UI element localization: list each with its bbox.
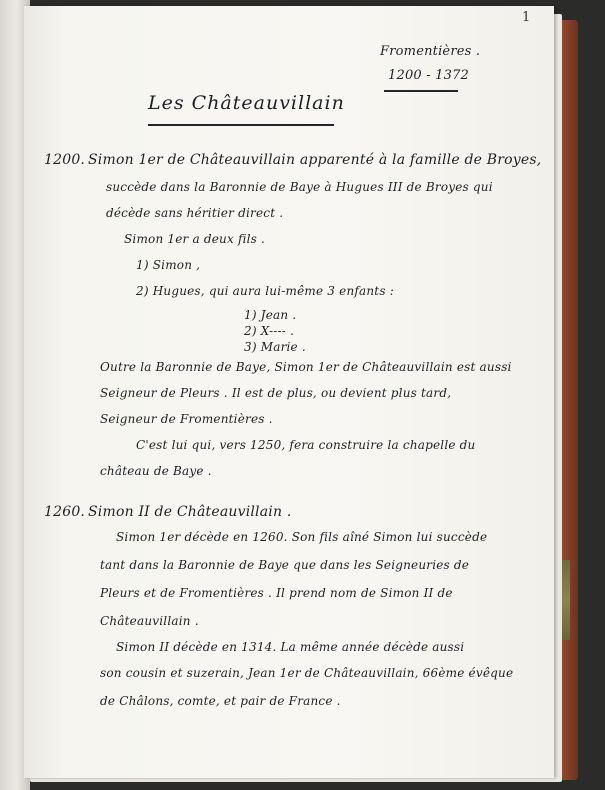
section-line: Simon II de Châteauvillain . [88, 504, 292, 520]
section-year-1260: 1260. [44, 504, 86, 520]
header-dates: 1200 - 1372 [388, 68, 470, 83]
section-line: de Châlons, comte, et pair de France . [100, 694, 341, 708]
title-underline [148, 124, 334, 126]
section-line: Simon 1er décède en 1260. Son fils aîné Simon lui succède [116, 530, 488, 544]
section-line: Outre la Baronnie de Baye, Simon 1er de Châteauvillain est aussi [100, 360, 512, 374]
sub-list-item: 1) Jean . [244, 308, 297, 322]
section-line: Simon 1er a deux fils . [124, 232, 266, 246]
section-line: Seigneur de Pleurs . Il est de plus, ou devient plus tard, [100, 386, 452, 400]
list-item: 2) Hugues, qui aura lui-même 3 enfants : [136, 284, 394, 298]
header-place: Fromentières . [380, 44, 481, 59]
section-line: Simon II décède en 1314. La même année décède aussi [116, 640, 465, 654]
page-number: 1 [522, 10, 531, 25]
dates-underline [384, 90, 458, 92]
section-line: Châteauvillain . [100, 614, 199, 628]
page-title: Les Châteauvillain [148, 92, 345, 114]
sub-list-item: 3) Marie . [244, 340, 306, 354]
section-line: C'est lui qui, vers 1250, fera construire la chapelle du [136, 438, 476, 452]
section-line: Simon 1er de Châteauvillain apparenté à la famille de Broyes, [88, 152, 542, 168]
section-year-1200: 1200. [44, 152, 86, 168]
manuscript-page [24, 6, 554, 778]
section-line: château de Baye . [100, 464, 212, 478]
section-line: Pleurs et de Fromentières . Il prend nom de Simon II de [100, 586, 453, 600]
list-item: 1) Simon , [136, 258, 201, 272]
section-line: Seigneur de Fromentières . [100, 412, 273, 426]
section-line: tant dans la Baronnie de Baye que dans les Seigneuries de [100, 558, 470, 572]
section-line: succède dans la Baronnie de Baye à Hugues III de Broyes qui [106, 180, 493, 194]
section-line: décède sans héritier direct . [106, 206, 284, 220]
section-line: son cousin et suzerain, Jean 1er de Châteauvillain, 66ème évêque [100, 666, 514, 680]
sub-list-item: 2) X---- . [244, 324, 295, 338]
